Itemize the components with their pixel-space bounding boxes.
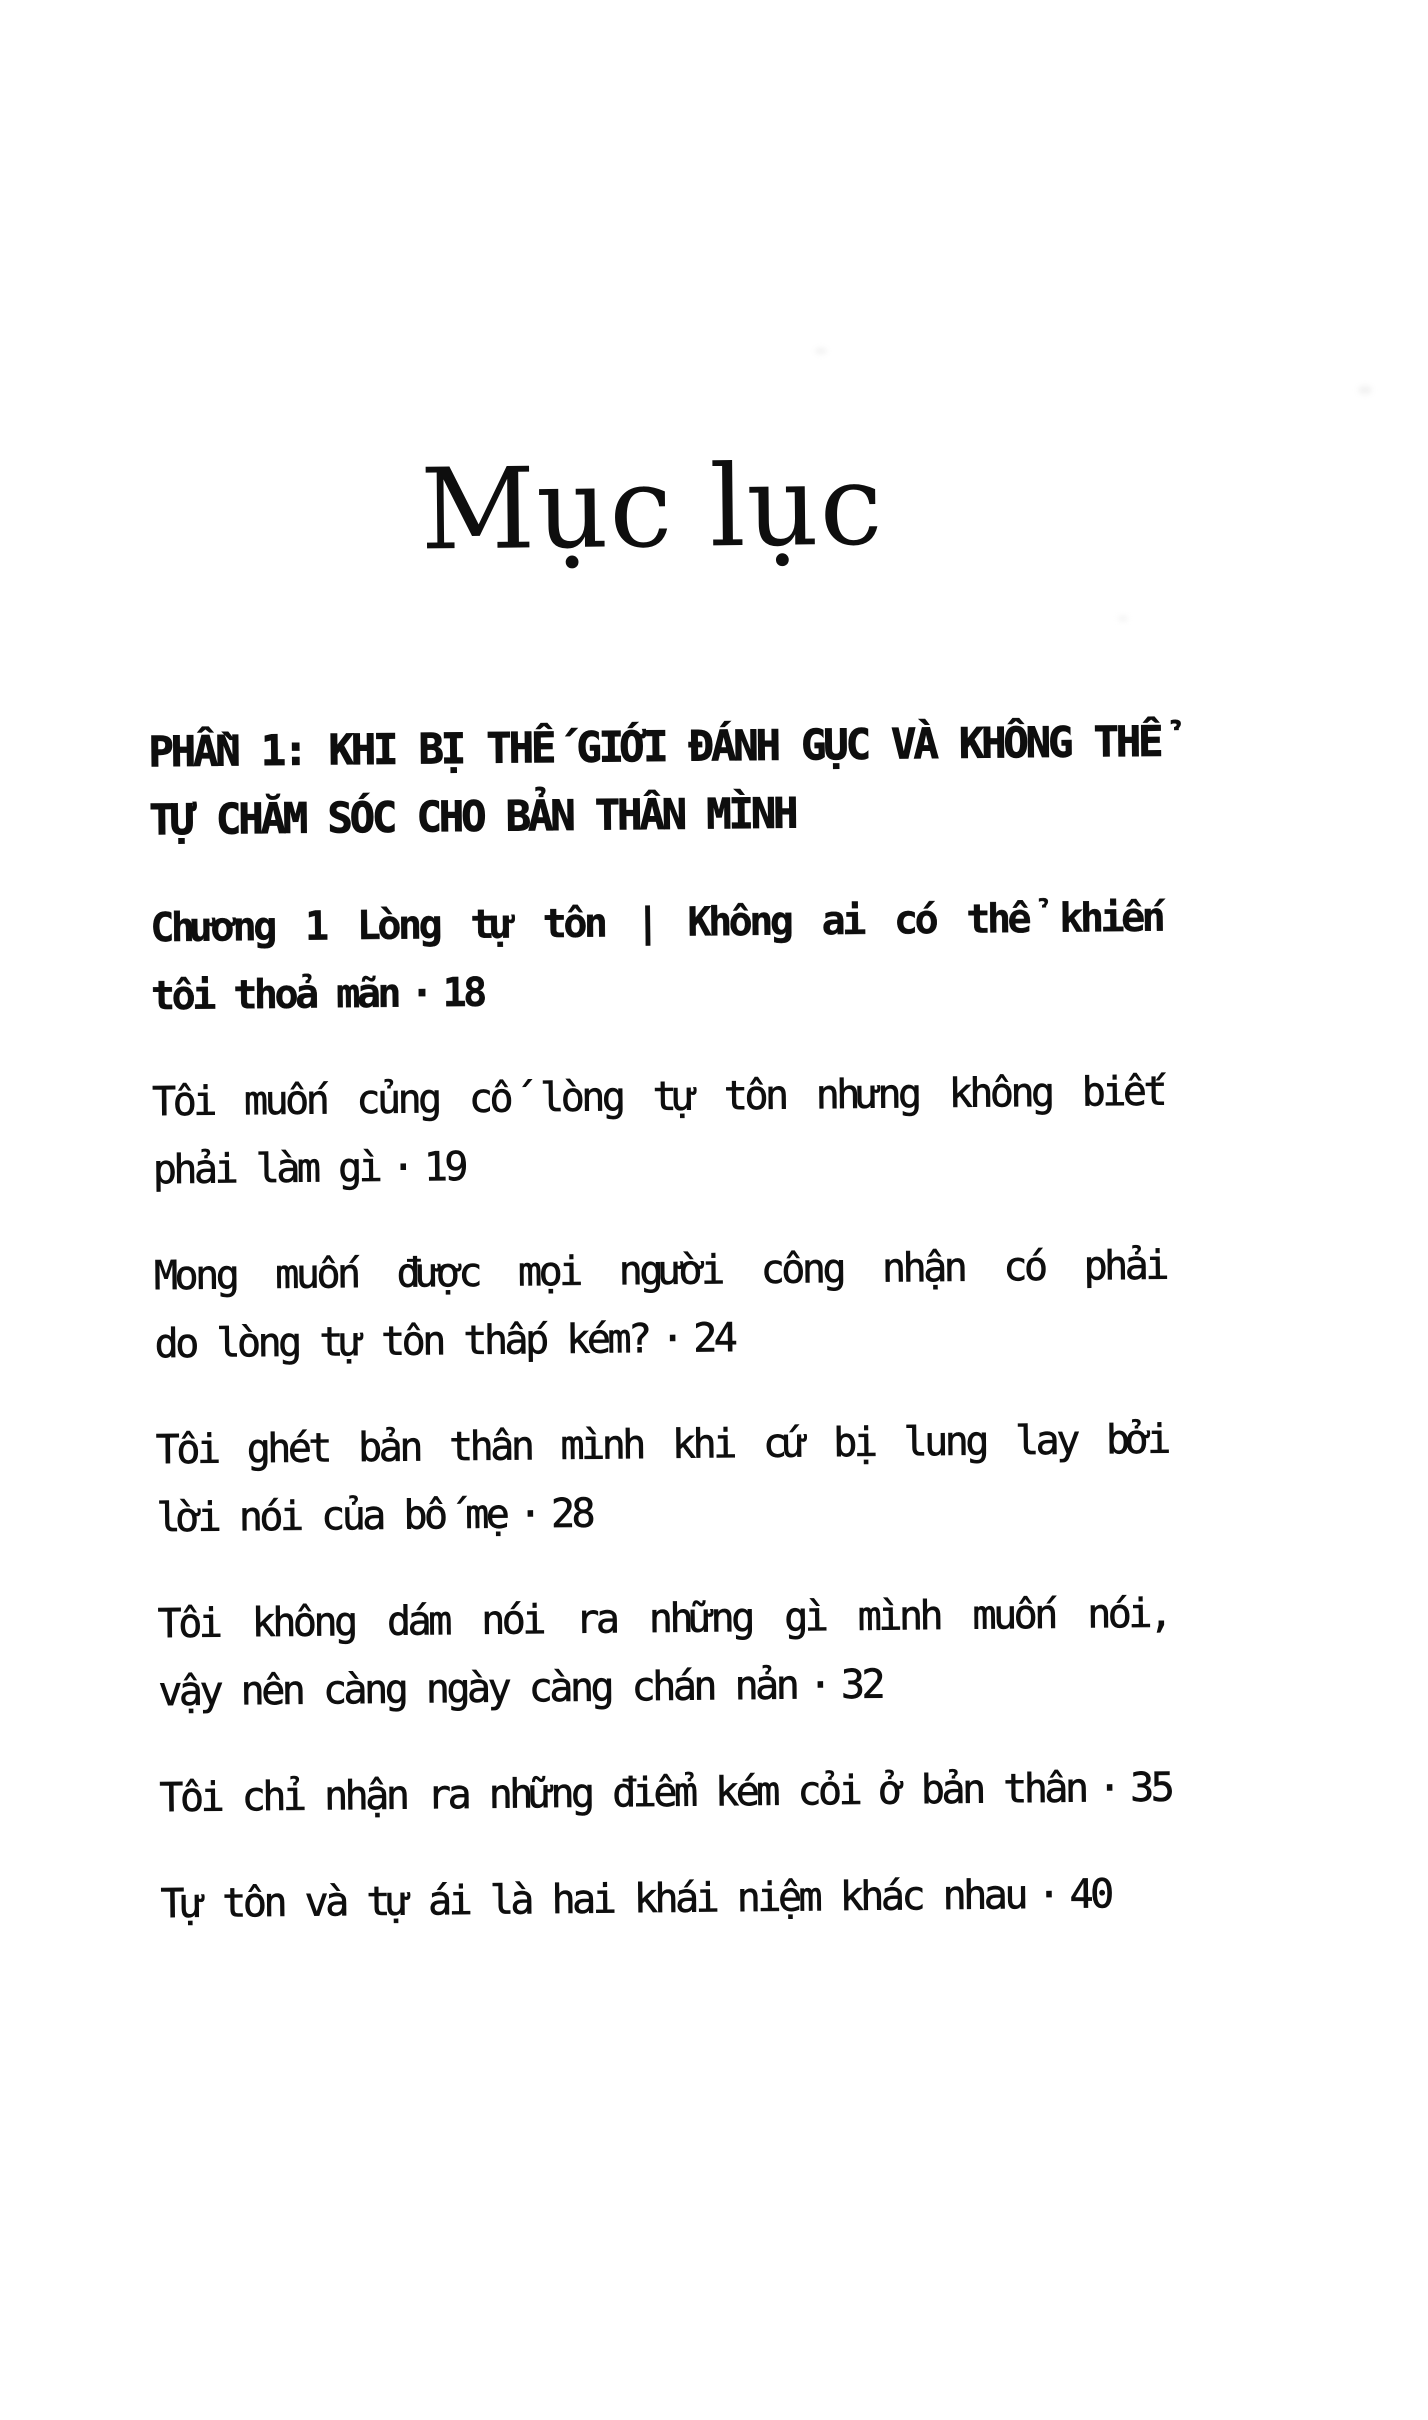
toc-line bbox=[160, 1860, 1173, 1939]
page-number: 28 bbox=[550, 1490, 593, 1538]
page-number: 32 bbox=[840, 1661, 883, 1709]
toc-entry-chapter bbox=[150, 884, 1163, 1031]
toc-sheet bbox=[141, 0, 1174, 1976]
page-title: Mục lục bbox=[419, 440, 885, 576]
page-number: 35 bbox=[1129, 1764, 1172, 1812]
toc-entry-text: lời nói của bố mẹ bbox=[156, 1491, 507, 1542]
toc-line: Tôi không dám nói ra những gì mình muốn nói, bbox=[157, 1590, 1170, 1648]
toc-line bbox=[151, 952, 1164, 1031]
toc-entry-text: Tôi chỉ nhận ra những điểm kém cỏi ở bản thân bbox=[159, 1765, 1086, 1822]
toc-line: Tôi ghét bản thân mình khi cứ bị lung lay bởi bbox=[155, 1416, 1168, 1474]
toc-line bbox=[156, 1474, 1169, 1553]
bullet-separator: · bbox=[390, 1144, 413, 1191]
toc-line bbox=[152, 1126, 1165, 1205]
toc-line bbox=[154, 1300, 1167, 1379]
section-heading bbox=[148, 708, 1161, 855]
page-number: 40 bbox=[1069, 1871, 1111, 1918]
bullet-separator: · bbox=[1036, 1871, 1058, 1919]
section-heading-line: PHẦN 1: KHI BỊ THẾ GIỚI ĐÁNH GỤC VÀ KHÔNG THỂ bbox=[148, 716, 1161, 777]
toc-entry-text: phải làm gì bbox=[152, 1144, 380, 1194]
bullet-separator: · bbox=[409, 970, 431, 1017]
toc-entry bbox=[159, 1754, 1172, 1833]
toc-entry bbox=[155, 1406, 1168, 1553]
toc-entry-text: do lòng tự tôn thấp kém? bbox=[154, 1316, 649, 1368]
bullet-separator: · bbox=[808, 1662, 830, 1709]
toc-line: Tôi muốn củng cố lòng tự tôn nhưng không biết bbox=[151, 1068, 1165, 1126]
toc-entry bbox=[160, 1860, 1173, 1939]
toc-list bbox=[150, 884, 1173, 1939]
toc-entry-text: Tự tôn và tự ái là hai khái niệm khác nhau bbox=[160, 1872, 1026, 1928]
toc-line: Mong muốn được mọi người công nhận có phải bbox=[153, 1242, 1167, 1300]
toc-line bbox=[159, 1754, 1172, 1833]
page-number: 24 bbox=[692, 1315, 735, 1362]
section-heading-line: TỰ CHĂM SÓC CHO BẢN THÂN MÌNH bbox=[148, 788, 796, 845]
toc-line bbox=[158, 1648, 1171, 1727]
scan-smudge bbox=[815, 348, 827, 354]
toc-entry bbox=[157, 1580, 1170, 1727]
scan-smudge bbox=[1118, 616, 1128, 621]
toc-entry-text: vậy nên càng ngày càng chán nản bbox=[158, 1662, 797, 1716]
page-number: 18 bbox=[442, 969, 484, 1017]
toc-entry bbox=[154, 1232, 1167, 1379]
bullet-separator: · bbox=[660, 1315, 682, 1362]
bullet-separator: · bbox=[518, 1491, 540, 1538]
toc-entry bbox=[152, 1058, 1165, 1205]
page-number: 19 bbox=[423, 1144, 466, 1191]
toc-entry-text: tôi thoả mãn bbox=[150, 970, 399, 1020]
scan-smudge bbox=[1358, 386, 1372, 394]
bullet-separator: · bbox=[1097, 1765, 1119, 1812]
toc-line: Chương 1 Lòng tự tôn | Không ai có thể khiến bbox=[150, 894, 1163, 952]
